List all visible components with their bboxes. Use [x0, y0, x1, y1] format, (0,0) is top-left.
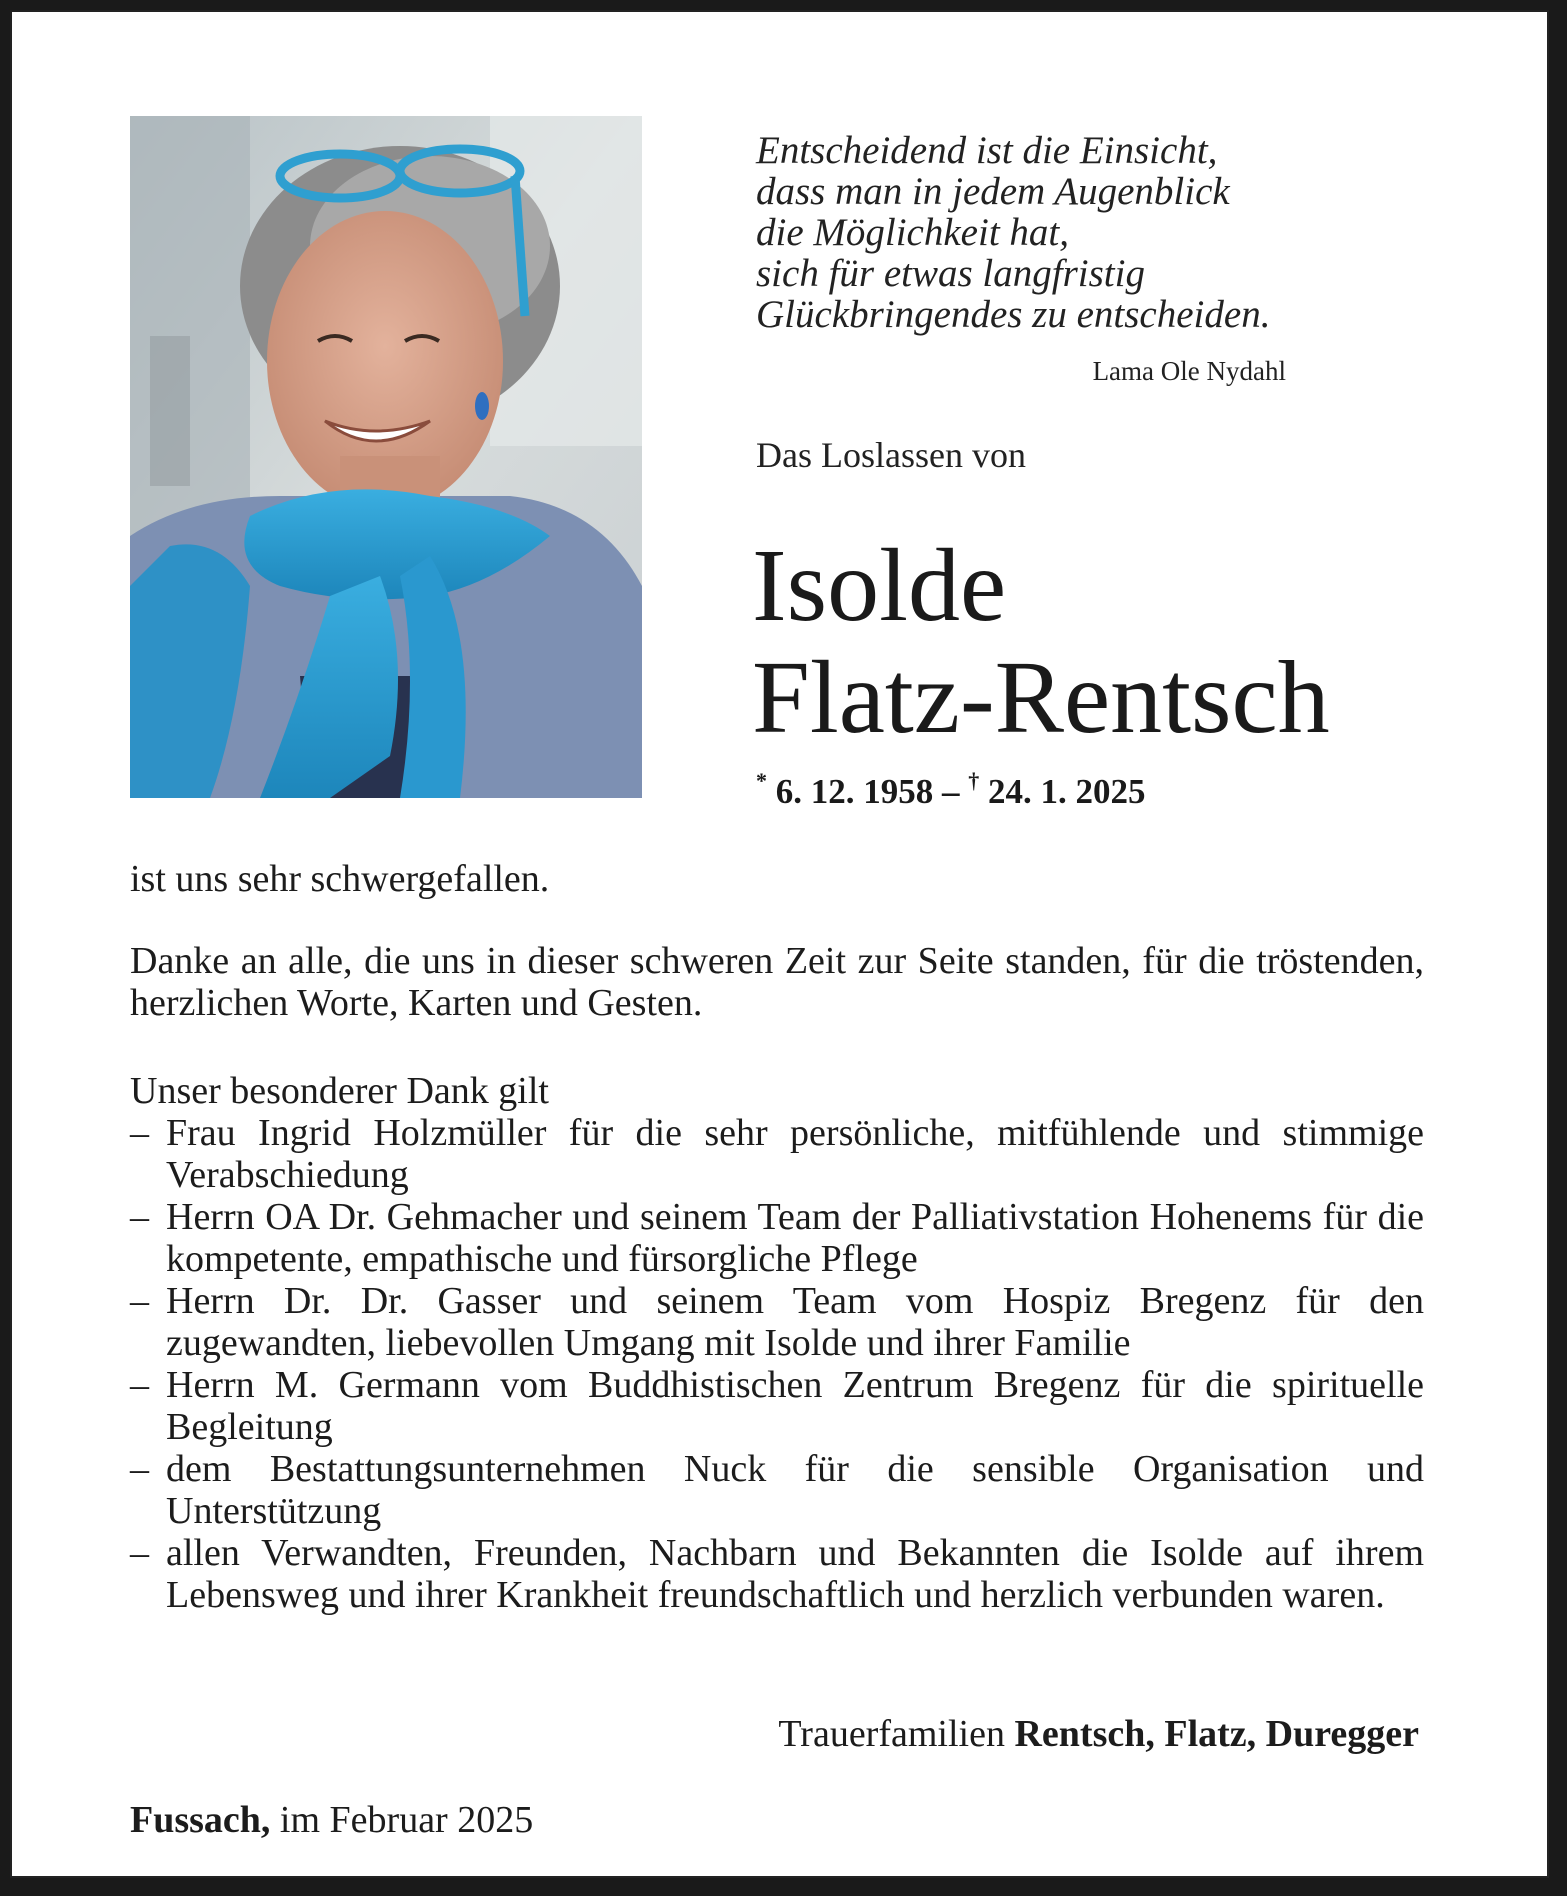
special-thanks-intro: Unser besonderer Dank gilt: [130, 1070, 549, 1112]
thanks-list: [130, 1112, 1424, 1616]
first-name: Isolde: [752, 528, 1007, 643]
list-dash: –: [130, 1196, 149, 1238]
list-item-text: Frau Ingrid Holzmüller für die sehr persönliche, mitfühlende und stimmige Verabschiedung: [166, 1112, 1424, 1196]
list-dash: –: [130, 1280, 149, 1322]
list-dash: –: [130, 1532, 149, 1574]
message-body: [130, 858, 1424, 1616]
list-dash: –: [130, 1448, 149, 1490]
quote-line: die Möglichkeit hat,: [756, 211, 1069, 254]
intro-text: Das Loslassen von: [756, 435, 1026, 475]
general-thanks: Danke an alle, die uns in dieser schweren Zeit zur Seite standen, für die tröstenden, herzlichen Worte, Karten und Gesten.: [130, 940, 1424, 1024]
place-date: [130, 1798, 533, 1842]
family-prefix: Trauerfamilien: [778, 1713, 1005, 1755]
date-separator: –: [942, 772, 960, 811]
last-name: Flatz-Rentsch: [752, 640, 1330, 755]
deceased-name: [752, 530, 1330, 754]
list-item: [130, 1364, 1424, 1448]
list-dash: –: [130, 1112, 149, 1154]
death-date: 24. 1. 2025: [988, 772, 1146, 811]
list-item: [130, 1280, 1424, 1364]
birth-date: 6. 12. 1958: [775, 772, 934, 811]
birth-symbol: *: [756, 768, 767, 793]
list-item: [130, 1112, 1424, 1196]
list-item-text: allen Verwandten, Freunden, Nachbarn und Bekannten die Isolde auf ihrem Lebensweg und ihrer Krankheit freundschaftlich und herzlich verbunden waren.: [166, 1532, 1424, 1616]
portrait-illustration: [130, 116, 642, 798]
list-item-text: Herrn Dr. Dr. Gasser und seinem Team vom Hospiz Bregenz für den zugewandten, liebevollen Umgang mit Isolde und ihrer Familie: [166, 1280, 1424, 1364]
list-item: [130, 1196, 1424, 1280]
quote-author: Lama Ole Nydahl: [1092, 356, 1286, 386]
life-dates: [756, 768, 1146, 812]
family-signature: [778, 1712, 1419, 1756]
quote-line: dass man in jedem Augenblick: [756, 170, 1230, 213]
list-item-text: dem Bestattungsunternehmen Nuck für die sensible Organisation und Unterstützung: [166, 1448, 1424, 1532]
quote-line: Glückbringendes zu entscheiden.: [756, 293, 1271, 336]
list-dash: –: [130, 1364, 149, 1406]
continuation-line: ist uns sehr schwergefallen.: [130, 858, 550, 900]
quote-line: Entscheidend ist die Einsicht,: [756, 129, 1218, 172]
portrait-photo: [130, 116, 642, 798]
quote-line: sich für etwas langfristig: [756, 252, 1145, 295]
place-month: im Februar 2025: [279, 1799, 534, 1841]
death-symbol: †: [968, 768, 980, 793]
place-town: Fussach,: [130, 1799, 271, 1841]
list-item: [130, 1448, 1424, 1532]
list-item-text: Herrn OA Dr. Gehmacher und seinem Team der Palliativstation Hohenems für die kompetente, empathische und fürsorgliche Pflege: [166, 1196, 1424, 1280]
family-names: Rentsch, Flatz, Duregger: [1014, 1713, 1419, 1755]
list-item-text: Herrn M. Germann vom Buddhistischen Zentrum Bregenz für die spirituelle Begleitung: [166, 1364, 1424, 1448]
epigraph-quote: [756, 130, 1296, 335]
obituary-card: [10, 10, 1549, 1878]
list-item: [130, 1532, 1424, 1616]
